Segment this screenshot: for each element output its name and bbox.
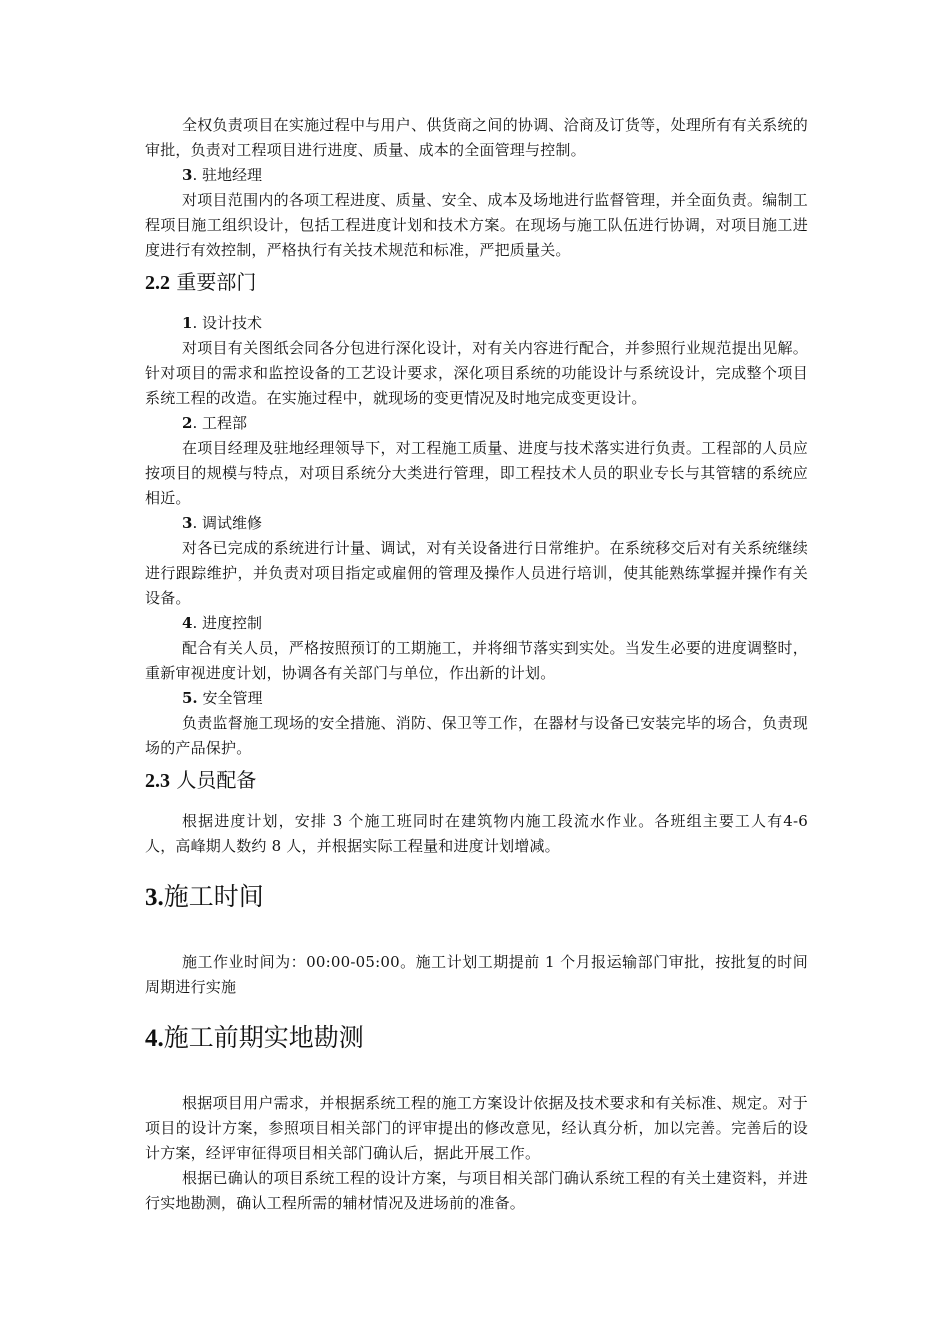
chapter-number: 4. [145,1025,164,1052]
item-paragraph-maintenance: 对各已完成的系统进行计量、调试，对有关设备进行日常维护。在系统移交后对有关系统继续进行跟踪维护，并负责对项目指定或雇佣的管理及操作人员进行培训，使其能熟练掌握并操作有关设备。 [145,539,808,607]
spacer [145,916,808,950]
item-number: 1 [182,314,193,332]
item-label: . 设计技术 [192,314,262,332]
item-label: . 驻地经理 [192,166,262,184]
section-number: 2.3 [145,770,170,792]
chapter-title: 施工前期实地勘测 [163,1023,364,1052]
spacer [145,859,808,879]
item-heading-safety [145,686,808,711]
section-title: 重要部门 [170,270,257,294]
spacer [145,1000,808,1020]
item-label: . 进度控制 [192,614,262,632]
item-paragraph-safety: 负责监督施工现场的安全措施、消防、保卫等工作，在器材与设备已安装完毕的场合，负责现场的产品保护。 [145,714,808,757]
schedule-time-paragraph: 施工作业时间为：00:00-05:00。施工计划工期提前 1 个月报运输部门审批，按批复的时间周期进行实施 [145,953,808,996]
item-paragraph-schedule: 配合有关人员，严格按照预订的工期施工，并将细节落实到实处。当发生必要的进度调整时，重新审视进度计划，协调各有关部门与单位，作出新的计划。 [145,639,808,682]
item-heading-engineering [145,411,808,436]
chapter-heading-3 [145,879,808,916]
intro-paragraph-2: 对项目范围内的各项工程进度、质量、安全、成本及场地进行监督管理，并全面负责。编制工程项目施工组织设计，包括工程进度计划和技术方案。在现场与施工队伍进行协调，对项目施工进度进行有效控制，严格执行有关技术规范和标准，严把质量关。 [145,191,808,259]
item-number: 2 [182,414,193,432]
chapter-number: 3. [145,884,164,911]
item-heading-site-manager [145,163,808,188]
survey-paragraph-1: 根据项目用户需求，并根据系统工程的施工方案设计依据及技术要求和有关标准、规定。对于项目的设计方案，参照项目相关部门的评审提出的修改意见，经认真分析，加以完善。完善后的设计方案，经评审征得项目相关部门确认后，据此开展工作。 [145,1094,808,1162]
section-number: 2.2 [145,272,170,294]
intro-paragraph-1: 全权负责项目在实施过程中与用户、供货商之间的协调、洽商及订货等，处理所有有关系统的审批，负责对工程项目进行进度、质量、成本的全面管理与控制。 [145,116,808,159]
item-number: 5. [182,689,198,707]
item-number: 3 [182,166,193,184]
item-paragraph-design: 对项目有关图纸会同各分包进行深化设计，对有关内容进行配合，并参照行业规范提出见解。针对项目的需求和监控设备的工艺设计要求，深化项目系统的功能设计与系统设计，完成整个项目系统工程的改造。在实施过程中，就现场的变更情况及时地完成变更设计。 [145,339,808,407]
section-heading-2-2 [145,266,808,299]
item-heading-maintenance [145,511,808,536]
survey-paragraph-2: 根据已确认的项目系统工程的设计方案，与项目相关部门确认系统工程的有关土建资料，并进行实地勘测，确认工程所需的辅材情况及进场前的准备。 [145,1169,808,1212]
spacer [145,1057,808,1091]
item-label: 安全管理 [197,689,263,707]
text-column [145,113,808,1216]
item-heading-design [145,311,808,336]
section-heading-2-3 [145,764,808,797]
section-title: 人员配备 [170,768,257,792]
item-label: . 调试维修 [192,514,262,532]
item-number: 3 [182,514,193,532]
item-heading-schedule [145,611,808,636]
staffing-paragraph: 根据进度计划，安排 3 个施工班同时在建筑物内施工段流水作业。各班组主要工人有4-6 人，高峰期人数约 8 人，并根据实际工程量和进度计划增减。 [145,812,808,855]
chapter-title: 施工时间 [163,882,264,911]
chapter-heading-4 [145,1020,808,1057]
item-number: 4 [182,614,193,632]
item-label: . 工程部 [192,414,247,432]
item-paragraph-engineering: 在项目经理及驻地经理领导下，对工程施工质量、进度与技术落实进行负责。工程部的人员应按项目的规模与特点，对项目系统分大类进行管理，即工程技术人员的职业专长与其管辖的系统应相近。 [145,439,808,507]
